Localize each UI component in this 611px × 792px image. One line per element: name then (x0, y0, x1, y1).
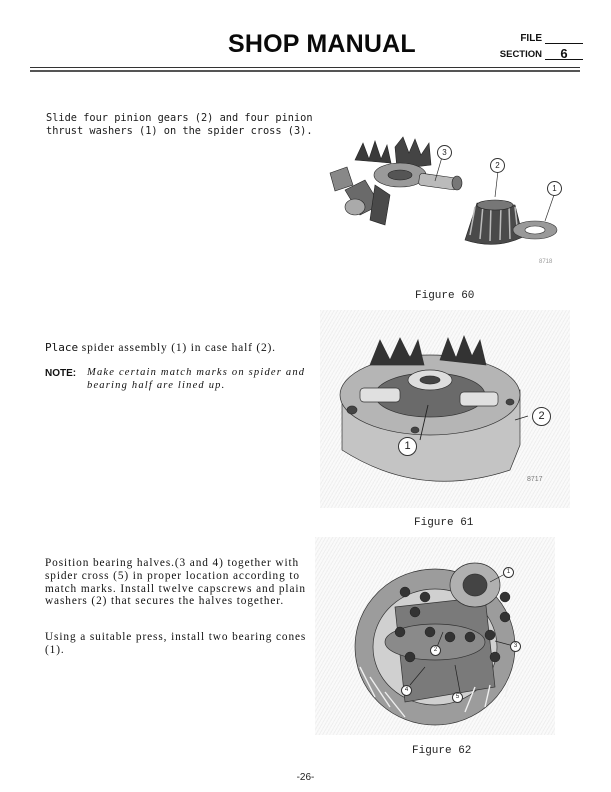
step-2-instruction (45, 341, 325, 354)
figure-60-caption: Figure 60 (415, 290, 475, 302)
section-label: SECTION (499, 49, 542, 60)
figure-60 (325, 135, 565, 275)
figure-61 (320, 310, 570, 510)
step-1-instruction: Slide four pinion gears (2) and four pinion thrust washers (1) on the spider cross (3). (46, 112, 313, 137)
callout-3: 3 (510, 641, 521, 652)
figure-61-code: 8717 (527, 476, 543, 483)
callout-1: 1 (503, 567, 514, 578)
callout-1: 1 (547, 181, 562, 196)
note-text: Make certain match marks on spider and bearing half are lined up. (87, 367, 306, 391)
step-2-text: spider assembly (1) in case half (2). (78, 342, 276, 354)
callout-2: 2 (430, 645, 441, 656)
figure-61-caption: Figure 61 (414, 517, 474, 529)
differential-case-ring-gear-illustration (315, 537, 565, 737)
callout-2: 2 (532, 407, 551, 426)
page-number: -26- (296, 772, 315, 783)
figure-62-caption: Figure 62 (412, 745, 472, 757)
header-rule-bottom (30, 70, 580, 72)
section-row (478, 46, 583, 60)
callout-1: 1 (398, 437, 417, 456)
callout-2: 2 (490, 158, 505, 173)
callout-4: 4 (401, 685, 412, 696)
figure-62 (315, 537, 565, 737)
figure-60-code: 8718 (539, 259, 553, 265)
section-value: 6 (545, 48, 583, 60)
header-rule-top (30, 67, 580, 68)
step-3-instruction-press: Using a suitable press, install two bearing cones (1). (45, 631, 307, 656)
file-row (478, 30, 583, 44)
manual-title: SHOP MANUAL (228, 30, 416, 58)
callout-5: 5 (452, 692, 463, 703)
file-label: FILE (520, 33, 542, 44)
file-value (545, 32, 583, 44)
step-2-lead-word: Place (45, 341, 79, 354)
step-3-instruction: Position bearing halves.(3 and 4) together with spider cross (5) in proper location according to match marks. Install twelve capscrews and plain washers (2) that secures the halves together. (45, 557, 306, 608)
note-label: NOTE: (45, 368, 77, 379)
callout-3: 3 (437, 145, 452, 160)
file-section-block (478, 30, 583, 60)
